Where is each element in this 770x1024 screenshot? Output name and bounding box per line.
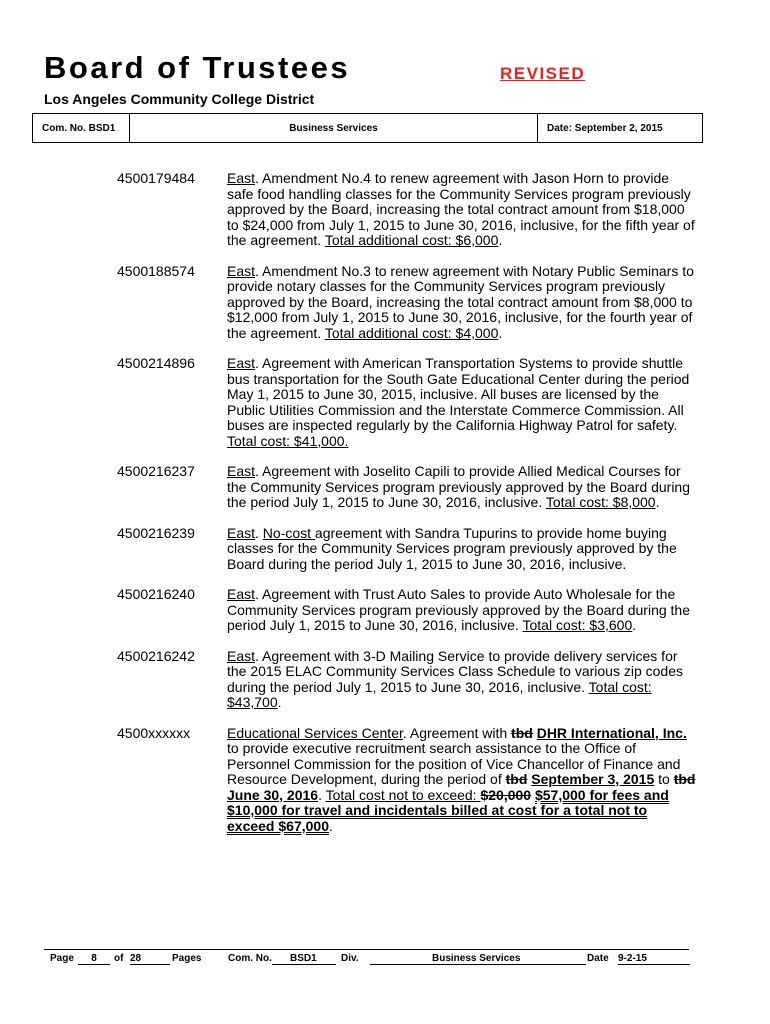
footer-pages-label: Pages — [172, 953, 202, 964]
description-text: East — [227, 463, 256, 479]
description-text: DHR International, Inc. — [536, 724, 687, 741]
agreement-item — [117, 171, 697, 249]
agreement-description — [227, 526, 697, 573]
description-text: . Amendment No.4 to renew agreement with Jason Horn to provide safe food handling classes for the Community Services program previously approved by the Board, increasing the total contract amount from $18,000 to $24,000 from July 1, 2015 to June 30, 2016, inclusive, for the fifth year of the agreement. — [227, 170, 695, 248]
footer-divider — [44, 949, 689, 950]
description-text: . — [255, 524, 263, 541]
description-text: . Agreement with Joselito Capili to provide Allied Medical Courses for the Community Services program previously approved by the Board during the period July 1, 2015 to June 30, 2016, inclusive. — [227, 463, 691, 510]
agreement-number: 4500216242 — [117, 647, 195, 664]
agreement-description — [227, 356, 697, 449]
document-title: Board of Trustees — [44, 50, 351, 85]
communication-date: Date: September 2, 2015 — [537, 114, 702, 142]
description-text: . — [632, 617, 637, 633]
agreement-description — [227, 464, 697, 511]
agreement-item — [117, 264, 697, 342]
agreement-number: 4500xxxxxx — [117, 724, 191, 741]
agreement-item — [117, 587, 697, 634]
description-text: . Agreement with American Transportation Systems to provide shuttle bus transportation for the South Gate Educational Center during the period May 1, 2015 to June 30, 2015, inclusive. All buses are licensed by the Public Utilities Commission and the Interstate Commerce Commission. All buses are inspected regularly by the California Highway Patrol for safety. — [227, 355, 690, 433]
description-text: East — [227, 647, 256, 664]
agreement-number: 4500216240 — [117, 586, 195, 602]
description-text: agreement with Sandra Tupurins to provide home buying classes for the Community Services program previously approved by the Board during the period July 1, 2015 to June 30, 2016, inclusive. — [227, 524, 677, 572]
footer-of-label: of — [114, 953, 124, 964]
agreement-description — [227, 264, 697, 342]
agreement-item — [117, 526, 697, 573]
description-text: $57,000 for fees and $10,000 for travel and incidentals billed at cost for a total not to exceed $67,000 — [227, 786, 669, 834]
description-text: . — [498, 232, 503, 248]
description-text: to provide executive recruitment search assistance to the Office of Personnel Commission for the position of Vice Chancellor of Finance and Resource Development, during the period of — [227, 740, 681, 787]
description-text: No-cost — [262, 524, 315, 541]
description-text: Total additional cost: $6,000 — [324, 232, 499, 248]
footer-date: 9-2-15 — [618, 953, 690, 965]
description-text: Total cost: $8,000 — [545, 494, 656, 510]
description-text: . — [498, 324, 503, 341]
footer-com-label: Com. No. — [228, 953, 272, 964]
agreement-number: 4500188574 — [117, 262, 195, 279]
description-text: . Agreement with 3-D Mailing Service to provide delivery services for the 2015 ELAC Community Services Class Schedule to various zip codes during the period July 1, 2015 to June 30, 2016, inclusive. — [227, 647, 683, 695]
description-text: East — [227, 524, 256, 541]
footer-div-label: Div. — [341, 953, 359, 964]
description-text: tbd — [505, 771, 528, 787]
revised-label: REVISED — [500, 64, 586, 83]
description-text: $20,000 — [480, 786, 532, 803]
page-footer — [44, 953, 694, 967]
agreement-item — [117, 649, 697, 711]
agreement-item — [117, 464, 697, 511]
agreement-description — [227, 587, 697, 634]
description-text: Total additional cost: $4,000 — [324, 324, 499, 341]
agreement-number: 4500179484 — [117, 170, 195, 186]
agreement-description — [227, 171, 697, 249]
footer-com-number: BSD1 — [272, 953, 336, 965]
agreement-number: 4500216239 — [117, 524, 195, 541]
footer-division: Business Services — [370, 953, 586, 965]
agreement-item — [117, 356, 697, 449]
agreement-description — [227, 649, 697, 711]
description-text: . Amendment No.3 to renew agreement with Notary Public Seminars to provide notary classes for the Community Services program previously approved by the Board, increasing the total contract amount from $8,000 to $12,000 from July 1, 2015 to June 30, 2016, inclusive, for the fourth year of the agreement. — [227, 262, 694, 341]
description-text: . — [277, 694, 282, 710]
agreement-description — [227, 726, 697, 835]
description-text: East — [227, 355, 256, 371]
description-text: . — [328, 817, 333, 834]
description-text: . Agreement with — [402, 724, 512, 741]
footer-page-number: 8 — [78, 953, 110, 965]
description-text: Total cost: $41,000. — [227, 432, 349, 449]
agreement-number: 4500216237 — [117, 463, 195, 479]
description-text: East — [227, 586, 256, 602]
agreement-number: 4500214896 — [117, 355, 195, 371]
agreement-list — [117, 171, 697, 849]
description-text: Total cost: $3,600 — [522, 617, 633, 633]
description-text: tbd — [673, 771, 696, 787]
footer-date-label: Date — [587, 953, 609, 964]
district-name: Los Angeles Community College District — [44, 91, 315, 107]
description-text: East — [227, 262, 256, 279]
description-text: Total cost not to exceed: — [325, 786, 481, 803]
communication-header — [32, 113, 703, 143]
footer-total-pages: 28 — [130, 953, 170, 965]
agreement-item — [117, 726, 697, 835]
description-text: June 30, 2016 — [227, 786, 319, 803]
division-name: Business Services — [289, 122, 378, 134]
description-text: . — [655, 494, 660, 510]
description-text: to — [654, 771, 674, 787]
description-text: Educational Services Center — [227, 724, 403, 741]
description-text: . Agreement with Trust Auto Sales to provide Auto Wholesale for the Community Services program previously approved by the Board during the period July 1, 2015 to June 30, 2016, inclusive. — [227, 586, 691, 633]
communication-number: Com. No. BSD1 — [33, 114, 130, 142]
description-text: September 3, 2015 — [531, 771, 655, 787]
description-text: tbd — [511, 724, 533, 741]
footer-page-label: Page — [50, 953, 74, 964]
description-text: . — [318, 786, 326, 803]
description-text: Total cost: $43,700 — [227, 678, 652, 710]
description-text: East — [227, 170, 256, 186]
